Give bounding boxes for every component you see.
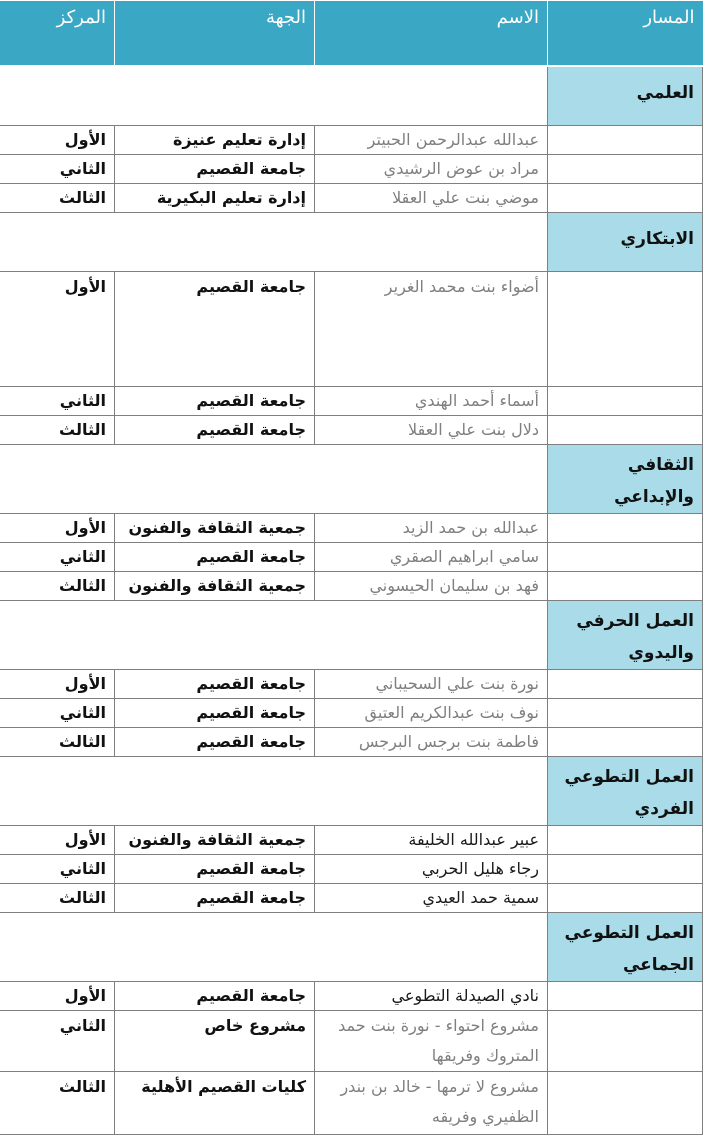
- rank-cell: الأول: [0, 826, 115, 855]
- entity-cell: جامعة القصيم: [115, 155, 315, 184]
- entity-cell: جامعة القصيم: [115, 884, 315, 913]
- track-cell: [548, 670, 703, 699]
- rank-cell: الأول: [0, 126, 115, 155]
- rank-cell: الثاني: [0, 543, 115, 572]
- track-cell: [548, 982, 703, 1011]
- track-cell: [548, 699, 703, 728]
- section-row-scientific: [0, 66, 703, 126]
- track-cell: [548, 1011, 703, 1072]
- table-row: [0, 699, 703, 728]
- track-cell: [548, 543, 703, 572]
- rank-cell: الثاني: [0, 387, 115, 416]
- track-label: العمل الحرفي واليدوي: [548, 601, 703, 670]
- name-cell: مشروع لا ترمها - خالد بن بندر الظفيري وفريقه: [315, 1072, 548, 1135]
- table-row: [0, 126, 703, 155]
- track-label: الابتكاري: [548, 213, 703, 272]
- rank-cell: الثاني: [0, 1011, 115, 1072]
- track-cell: [548, 126, 703, 155]
- rank-cell: الأول: [0, 514, 115, 543]
- table-row: [0, 670, 703, 699]
- entity-cell: جامعة القصيم: [115, 728, 315, 757]
- track-cell: [548, 884, 703, 913]
- table-row: [0, 728, 703, 757]
- name-cell: عبدالله عبدالرحمن الحبيتر: [315, 126, 548, 155]
- name-cell: سمية حمد العيدي: [315, 884, 548, 913]
- name-cell: موضي بنت علي العقلا: [315, 184, 548, 213]
- section-empty-cell: [0, 757, 548, 826]
- rank-cell: الأول: [0, 272, 115, 387]
- header-row: [0, 1, 703, 67]
- rank-cell: الثاني: [0, 855, 115, 884]
- entity-cell: جامعة القصيم: [115, 699, 315, 728]
- table-row: [0, 855, 703, 884]
- header-name: الاسم: [315, 1, 548, 67]
- name-cell: مشروع احتواء - نورة بنت حمد المتروك وفريقها: [315, 1011, 548, 1072]
- name-cell: نادي الصيدلة التطوعي: [315, 982, 548, 1011]
- track-cell: [548, 826, 703, 855]
- track-cell: [548, 855, 703, 884]
- entity-cell: كليات القصيم الأهلية: [115, 1072, 315, 1135]
- rank-cell: الثالث: [0, 1072, 115, 1135]
- table-row: [0, 543, 703, 572]
- track-cell: [548, 416, 703, 445]
- name-cell: أضواء بنت محمد الغرير: [315, 272, 548, 387]
- track-cell: [548, 728, 703, 757]
- rank-cell: الثالث: [0, 728, 115, 757]
- rank-cell: الثاني: [0, 155, 115, 184]
- rank-cell: الثالث: [0, 884, 115, 913]
- entity-cell: جمعية الثقافة والفنون: [115, 826, 315, 855]
- table-row: [0, 1011, 703, 1072]
- table-row: [0, 387, 703, 416]
- track-cell: [548, 1072, 703, 1135]
- rank-cell: الثاني: [0, 699, 115, 728]
- entity-cell: جمعية الثقافة والفنون: [115, 572, 315, 601]
- name-cell: عبير عبدالله الخليفة: [315, 826, 548, 855]
- table-row: [0, 982, 703, 1011]
- entity-cell: جامعة القصيم: [115, 543, 315, 572]
- name-cell: عبدالله بن حمد الزيد: [315, 514, 548, 543]
- name-cell: فهد بن سليمان الحيسوني: [315, 572, 548, 601]
- section-row-handicraft: [0, 601, 703, 670]
- table-row: [0, 1072, 703, 1135]
- rank-cell: الثالث: [0, 416, 115, 445]
- track-label: العمل التطوعي الجماعي: [548, 913, 703, 982]
- name-cell: مراد بن عوض الرشيدي: [315, 155, 548, 184]
- track-label: الثقافي والإبداعي: [548, 445, 703, 514]
- track-cell: [548, 514, 703, 543]
- section-row-cultural: [0, 445, 703, 514]
- section-row-individual-volunteer: [0, 757, 703, 826]
- entity-cell: جامعة القصيم: [115, 387, 315, 416]
- entity-cell: جامعة القصيم: [115, 670, 315, 699]
- name-cell: فاطمة بنت برجس البرجس: [315, 728, 548, 757]
- table-row: [0, 272, 703, 387]
- entity-cell: جامعة القصيم: [115, 272, 315, 387]
- section-row-innovative: [0, 213, 703, 272]
- section-empty-cell: [0, 445, 548, 514]
- header-track: المسار: [548, 1, 703, 67]
- table-row: [0, 514, 703, 543]
- entity-cell: جامعة القصيم: [115, 416, 315, 445]
- track-label: العلمي: [548, 66, 703, 126]
- entity-cell: إدارة تعليم عنيزة: [115, 126, 315, 155]
- table-row: [0, 416, 703, 445]
- name-cell: دلال بنت علي العقلا: [315, 416, 548, 445]
- section-row-group-volunteer: [0, 913, 703, 982]
- header-rank: المركز: [0, 1, 115, 67]
- entity-cell: مشروع خاص: [115, 1011, 315, 1072]
- track-cell: [548, 572, 703, 601]
- name-cell: رجاء هليل الحربي: [315, 855, 548, 884]
- name-cell: نورة بنت علي السحيباني: [315, 670, 548, 699]
- rank-cell: الأول: [0, 670, 115, 699]
- track-cell: [548, 184, 703, 213]
- rank-cell: الثالث: [0, 572, 115, 601]
- entity-cell: جامعة القصيم: [115, 982, 315, 1011]
- name-cell: أسماء أحمد الهندي: [315, 387, 548, 416]
- track-cell: [548, 272, 703, 387]
- section-empty-cell: [0, 913, 548, 982]
- section-empty-cell: [0, 66, 548, 126]
- entity-cell: إدارة تعليم البكيرية: [115, 184, 315, 213]
- entity-cell: جامعة القصيم: [115, 855, 315, 884]
- rank-cell: الثالث: [0, 184, 115, 213]
- table-row: [0, 184, 703, 213]
- track-label: العمل التطوعي الفردي: [548, 757, 703, 826]
- header-entity: الجهة: [115, 1, 315, 67]
- name-cell: سامي ابراهيم الصقري: [315, 543, 548, 572]
- section-empty-cell: [0, 213, 548, 272]
- name-cell: نوف بنت عبدالكريم العتيق: [315, 699, 548, 728]
- rank-cell: الأول: [0, 982, 115, 1011]
- track-cell: [548, 155, 703, 184]
- table-row: [0, 155, 703, 184]
- table-row: [0, 826, 703, 855]
- entity-cell: جمعية الثقافة والفنون: [115, 514, 315, 543]
- table-row: [0, 884, 703, 913]
- table-row: [0, 572, 703, 601]
- section-empty-cell: [0, 601, 548, 670]
- track-cell: [548, 387, 703, 416]
